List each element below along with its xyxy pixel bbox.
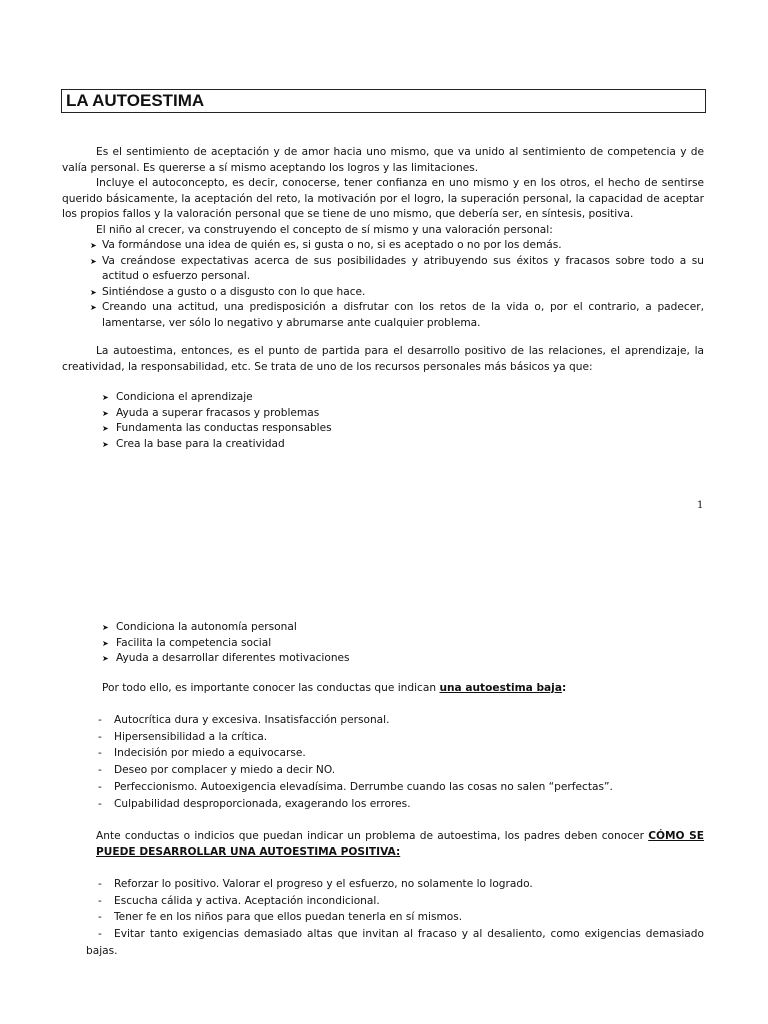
list-item: - Tener fe en los niños para que ellos puedan tenerla en sí mismos. <box>98 911 463 924</box>
list-item: ➤ Facilita la competencia social <box>62 636 704 652</box>
benefits-list-page2 <box>62 620 704 667</box>
arrow-bullet-icon: ➤ <box>90 303 97 312</box>
arrow-bullet-icon: ➤ <box>102 408 109 418</box>
arrow-bullet-icon: ➤ <box>102 638 109 648</box>
list-item: ➤ Va formándose una idea de quién es, si gusta o no, si es aceptado o no por los demás. <box>62 238 704 254</box>
list-item: ➤ Condiciona la autonomía personal <box>62 620 704 636</box>
positive-esteem-intro: Ante conductas o indicios que puedan indicar un problema de autoestima, los padres deben conocer CÓMO SE PUEDE DESARROLLAR UNA AUTOESTIMA POSITIVA: <box>96 830 704 858</box>
intro-section <box>62 145 704 331</box>
benefits-list-page1 <box>62 390 704 452</box>
low-esteem-emphasis: una autoestima baja <box>439 682 562 694</box>
page-number: 1 <box>697 500 704 511</box>
list-item: - Perfeccionismo. Autoexigencia elevadísima. Derrumbe cuando las cosas no salen “perfectas”. <box>98 780 613 793</box>
positive-esteem-emphasis: CÓMO SE PUEDE DESARROLLAR UNA AUTOESTIMA POSITIVA: <box>96 830 704 858</box>
list-item: - Evitar tanto exigencias demasiado altas que invitan al fracaso y al desaliento, como exigencias demasiado bajas. <box>86 928 704 957</box>
list-item: - Culpabilidad desproporcionada, exagerando los errores. <box>98 797 411 810</box>
list-item: ➤ Ayuda a superar fracasos y problemas <box>62 406 704 422</box>
list-item: ➤ Va creándose expectativas acerca de sus posibilidades y atribuyendo sus éxitos y fracasos sobre todo a su actitud o esfuerzo personal. <box>90 254 704 282</box>
document-title: LA AUTOESTIMA <box>61 89 706 113</box>
list-item: ➤ Fundamenta las conductas responsables <box>62 421 704 437</box>
list-item: ➤ Crea la base para la creatividad <box>62 437 704 453</box>
list-item: - Deseo por complacer y miedo a decir NO. <box>98 764 336 777</box>
list-item: ➤ Condiciona el aprendizaje <box>62 390 704 406</box>
list-item: ➤ Sintiéndose a gusto o a disgusto con lo que hace. <box>62 285 704 301</box>
list-item: ➤ Ayuda a desarrollar diferentes motivaciones <box>62 651 704 667</box>
list-item: - Autocrítica dura y excesiva. Insatisfacción personal. <box>98 714 390 726</box>
positive-esteem-list <box>62 876 704 960</box>
list-item: - Escucha cálida y activa. Aceptación incondicional. <box>98 894 380 907</box>
intro-paragraph: El niño al crecer, va construyendo el concepto de sí mismo y una valoración personal: <box>96 223 553 236</box>
arrow-bullet-icon: ➤ <box>90 256 97 266</box>
list-item: - Hipersensibilidad a la crítica. <box>98 730 268 743</box>
list-item: - Indecisión por miedo a equivocarse. <box>98 747 306 760</box>
low-esteem-intro: Por todo ello, es importante conocer las conductas que indican una autoestima baja: <box>102 682 567 694</box>
low-esteem-list <box>62 712 704 812</box>
arrow-bullet-icon: ➤ <box>102 623 109 632</box>
arrow-bullet-icon: ➤ <box>102 424 109 433</box>
list-item: ➤ Creando una actitud, una predisposición a disfrutar con los retos de la vida o, por el contrario, a padecer, lamentarse, ver sólo lo negativo y abrumarse ante cualquier problema. <box>90 301 704 329</box>
intro-paragraph: Incluye el autoconcepto, es decir, conocerse, tener confianza en uno mismo y en los otros, el hecho de sentirse querido básicamente, la aceptación del reto, la motivación por el logro, la superación personal, la capacidad de aceptar los propios fallos y la valoración personal que se tiene de uno mismo, que debería ser, en síntesis, positiva. <box>62 177 704 220</box>
arrow-bullet-icon: ➤ <box>102 439 109 449</box>
starting-point-section <box>62 344 704 375</box>
arrow-bullet-icon: ➤ <box>90 287 97 297</box>
arrow-bullet-icon: ➤ <box>102 654 109 663</box>
arrow-bullet-icon: ➤ <box>102 393 109 402</box>
arrow-bullet-icon: ➤ <box>90 241 97 250</box>
intro-paragraph: Es el sentimiento de aceptación y de amor hacia uno mismo, que va unido al sentimiento de competencia y de valía personal. Es quererse a sí mismo aceptando los logros y las limitaciones. <box>62 146 704 174</box>
list-item: - Reforzar lo positivo. Valorar el progreso y el esfuerzo, no solamente lo logrado. <box>98 878 533 890</box>
growth-list <box>62 238 704 331</box>
starting-point-paragraph: La autoestima, entonces, es el punto de partida para el desarrollo positivo de las relaciones, el aprendizaje, la creatividad, la responsabilidad, etc. Se trata de uno de los recursos personales más básicos ya que: <box>62 345 704 373</box>
